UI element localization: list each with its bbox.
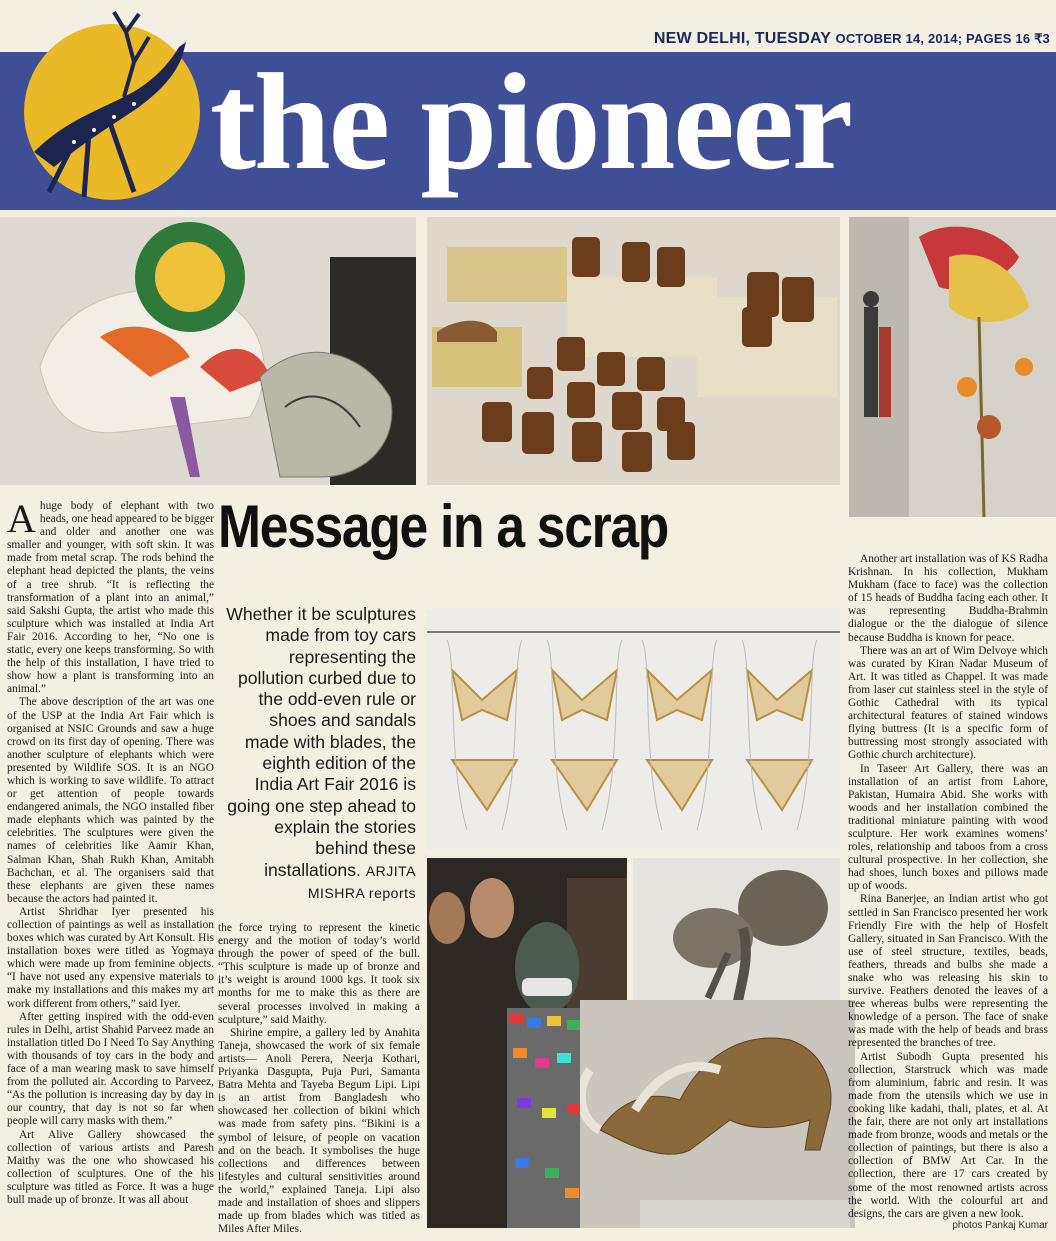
dateline xyxy=(654,30,1050,48)
col1-para-2: The above description of the art was one of the USP at the India Art Fair which is organised at NSIC Grounds and saw a huge crowd on its first day of opening. There was another sculpture of elephants which were presented by Wildlife SOS. It is an NGO which is working to save wildlife. To attract or get attention of people towards endangered animals, the NGO installed fiber made elephants which was painted by the celebrities. The sculptures were given the names of celebrities like Aamir Khan, Salman Khan, Shah Rukh Khan, Amitabh Bachchan, et al. The organisers said that these elephants are given these names because the actors had painted it. xyxy=(7,696,214,905)
deck-text: Whether it be sculptures made from toy cars representing the pollution curbed due to the odd-even rule or shoes and sandals made with blades, the eighth edition of the India Art Fair 2016 is going one step ahead to explain the stories behind these installations. xyxy=(226,604,416,880)
dateline-city-day: NEW DELHI, TUESDAY xyxy=(653,30,831,47)
dateline-date-pages: OCTOBER 14, 2014; PAGES 16 ₹3 xyxy=(835,31,1050,46)
col3-para-1: Another art installation was of KS Radha Krishnan. In his collection, Mukham Mukham (face to face) was the collection of 15 heads of Buddha facing each other. It was representing Buddha-Brahmin dialogue or the the dialogue of silence because Buddha is known for peace. xyxy=(848,553,1048,644)
feather-snake-installation-photo xyxy=(849,217,1056,517)
col2-para-2: Shirine empire, a gallery led by Anahita Taneja, showcased the work of six female artists— Anoli Perera, Neerja Kothari, Priyanka Dasgupta, Puja Puri, Samanta Batra Mehta and Tayeba Begum Lipi. Lipi is an artist from Bangladesh who showcased her collection of bikini which was made from safety pins. “Bikini is a symbol of leisure, of people on vacation and on the beach. It symbolises the huge collections and differences between lifestyles and cultural sensitivities around the world,” explained Taneja. Lipi also made and installation of shoes and slippers made up from blades which was titled as Miles After Miles. xyxy=(218,1026,420,1236)
deer-logo-icon xyxy=(14,2,210,208)
photo-credit: photos Pankaj Kumar xyxy=(952,1220,1048,1231)
col3-para-3: In Taseer Art Gallery, there was an installation of an artist from Lahore, Pakistan, Humaira Abid. She works with woods and her installation combined the traditional miniature painting with wood sculpture. Her work examines womens’ roles, relationship and taboos from a cross cultural prospective. In her collection, she had shoes, lunch boxes and pillows made up of woods. xyxy=(848,762,1048,893)
article-headline: Message in a scrap xyxy=(218,493,669,560)
masthead xyxy=(0,0,1056,212)
col1-para-1: huge body of elephant with two heads, one head appeared to be bigger and older and another one was smaller and younger, with soft skin. It was made from metal scrap. The rods behind the elephant head depicted the plants, the veins of a tree shrub. “It is reflecting the transformation of a plant into an animal,” said Sakshi Gupta, the artist who made this sculpture which was installed at India Art Fair 2016. According to her, “No one is static, every one keeps transforming. So with the help of this installation, I have tried to show how a plant is transforming into an animal.” xyxy=(7,500,214,696)
bronze-bull-photo xyxy=(580,1000,855,1228)
elephant-sculpture-photo xyxy=(0,217,416,485)
article-deck xyxy=(222,604,416,904)
article-column-3 xyxy=(848,553,1048,1218)
dropcap-letter: A xyxy=(7,496,36,541)
article-column-2 xyxy=(218,922,420,1236)
col3-para-4: Rina Banerjee, an Indian artist who got settled in San Francisco presented her work Friendly Fire with the help of Hosfelt Gallery, situated in San Francisco. With the use of steel structure, textiles, beads, feathers, threads and bulbs she made a snake who was releasing his skin to survive. Feathers denoted the leaves of a tree whereas bulbs were representing the knowledge of a person. The face of snake was made with the help of beads and brass represented the branches of tree. xyxy=(848,893,1048,1050)
col1-para-4: After getting inspired with the odd-even rules in Delhi, artist Shahid Parveez made an installation titled Do I Need To Say Anything with thousands of toy cars in the body and face of a man wearing mask to save himself from the polluted air. According to Parveez, “As the pollution is increasing day by day in our country, that day is not so far when people will carry masks with them.” xyxy=(7,1010,214,1128)
article-column-1 xyxy=(7,496,214,1220)
wooden-tiffin-boxes-photo xyxy=(427,217,840,485)
col2-para-1: the force trying to represent the kinetic energy and the motion of today’s world through the power of speed of the bull. “This sculpture is made up of bronze and it’s weight is around 1000 kgs. It took six months for me to make this as there are several processes involved in making a sculpture,” said Maithy. xyxy=(218,922,420,1026)
newspaper-title: the pioneer xyxy=(210,45,852,198)
col3-para-5: Artist Subodh Gupta presented his collection, Starstruck which was made from aluminium, fabric and resin. It was made from the utensils which we use in cooking like kadahi, thali, plates, et al. At the fair, there are not only art installations made from bronze, woods and metals or the collection of paintings, but there is also a collection of BMW Art Car. In the collection, there are 17 cars created by some of the most renowned artists across the world. With the colourful art and designs, the cars are given a new look. xyxy=(848,1050,1048,1220)
col1-para-5: Art Alive Gallery showcased the collection of various artists and Paresh Maithy was the one who showcased his collection of sculptures. One of the his sculpture was titled as Force. It was a huge bull made up of bronze. It was all about xyxy=(7,1128,214,1206)
article-byline: ARJITA MISHRA reports xyxy=(307,862,416,901)
safety-pin-bikini-photo xyxy=(427,610,840,850)
col1-para-3: Artist Shridhar Iyer presented his collection of paintings as well as installation boxes which was curated by Art Konsult. His installation boxes were titled as Yogmaya which were made up from feminine objects. “I have not used any expensive materials to make my installations and this makes my art work different from others,” said Iyer. xyxy=(7,905,214,1010)
col3-para-2: There was an art of Wim Delvoye which was curated by Kiran Nadar Museum of Art. It was titled as Chappel. It was made from laser cut stainless steel in the style of Gothic Cathedral with its typical architectural features of stained windows flying buttress (It is a specific form of buttressing most strongly associated with Gothic church architecture). xyxy=(848,644,1048,762)
